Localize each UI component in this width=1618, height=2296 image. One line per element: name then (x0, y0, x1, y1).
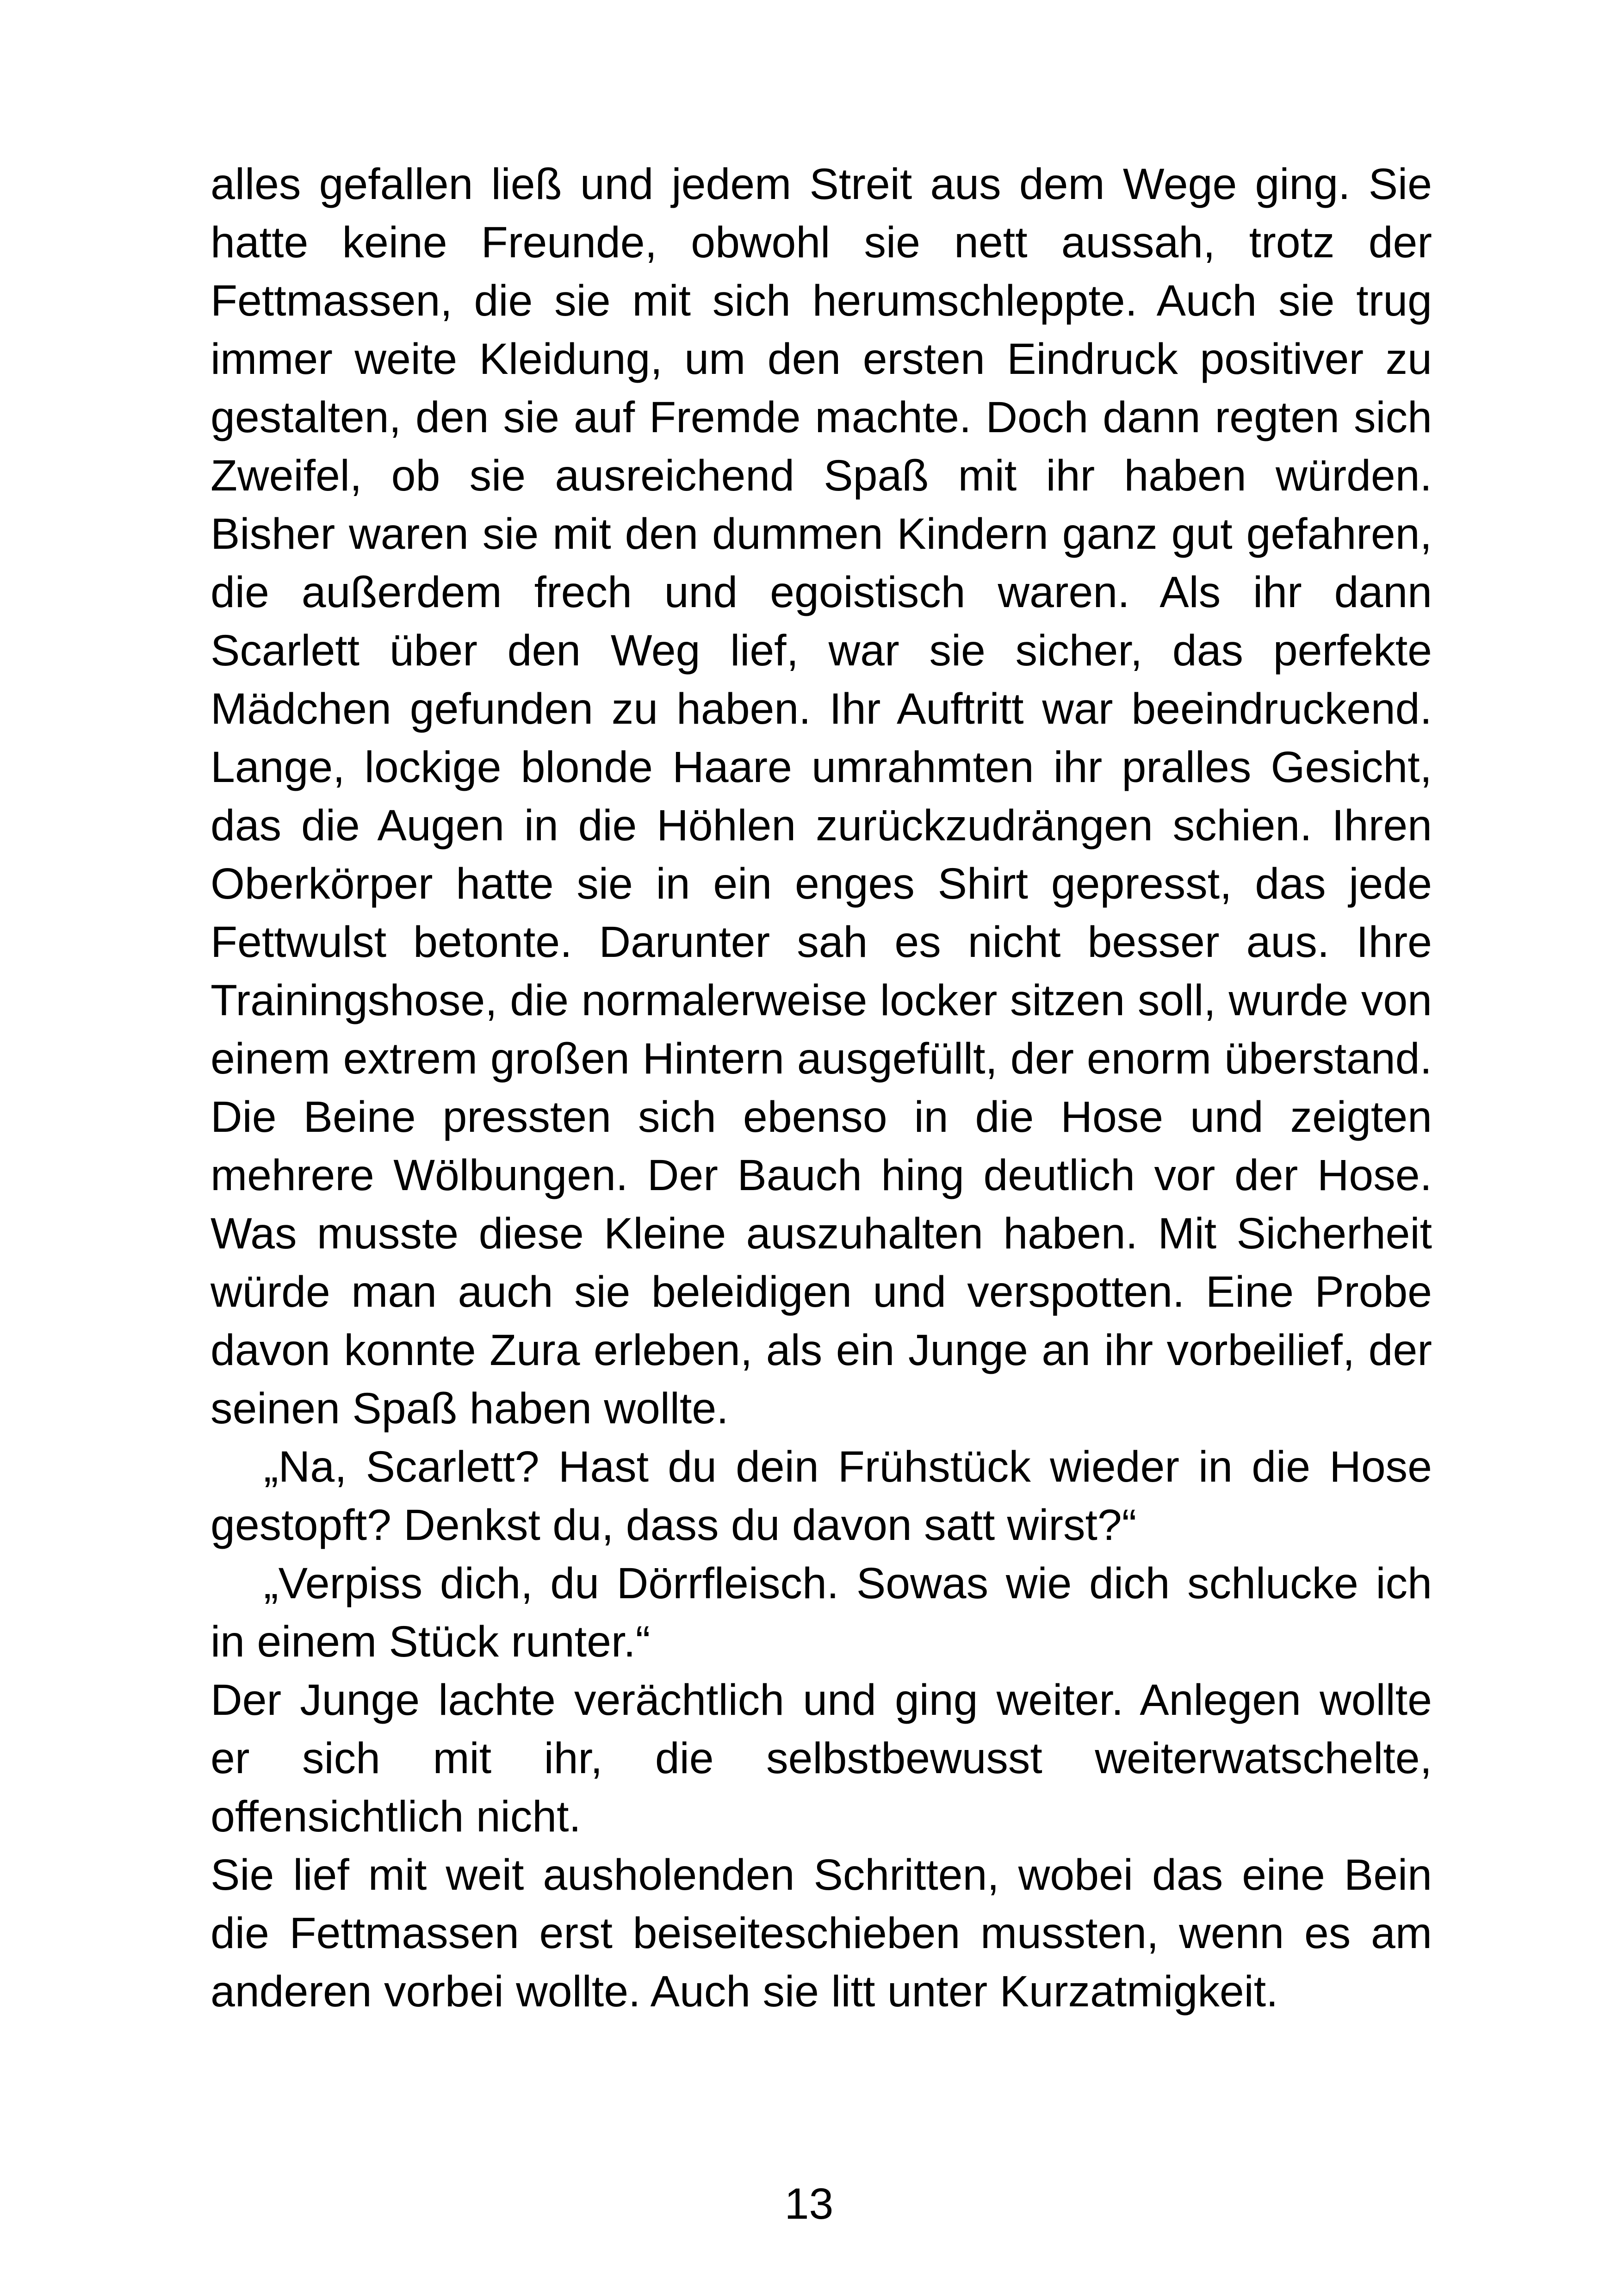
paragraph: Sie lief mit weit ausholenden Schritten, wobei das eine Bein die Fettmassen erst beiseiteschieben mussten, wenn es am anderen vorbei wollte. Auch sie litt unter Kurzatmigkeit. (211, 1850, 1432, 2016)
paragraph: alles gefallen ließ und jedem Streit aus dem Wege ging. Sie hatte keine Freunde, obwohl sie nett aussah, trotz der Fettmassen, die sie mit sich herumschleppte. Auch sie trug immer weite Kleidung, um den ersten Eindruck positiver zu gestalten, den sie auf Fremde machte. Doch dann regten sich Zweifel, ob sie ausreichend Spaß mit ihr haben würden. Bisher waren sie mit den dummen Kindern ganz gut gefahren, die außerdem frech und egoistisch waren. Als ihr dann Scarlett über den Weg lief, war sie sicher, das perfekte Mädchen gefunden zu haben. Ihr Auftritt war beeindruckend. Lange, lockige blonde Haare umrahmten ihr pralles Gesicht, das die Augen in die Höhlen zurückzudrängen schien. Ihren Oberkörper hatte sie in ein enges Shirt gepresst, das jede Fettwulst betonte. Darunter sah es nicht besser aus. Ihre Trainingshose, die normalerweise locker sitzen soll, wurde von einem extrem großen Hintern ausgefüllt, der enorm überstand. Die Beine pressten sich ebenso in die Hose und zeigten mehrere Wölbungen. Der Bauch hing deutlich vor der Hose. Was musste diese Kleine auszuhalten haben. Mit Sicherheit würde man auch sie beleidigen und verspotten. Eine Probe davon konnte Zura erleben, als ein Junge an ihr vorbeilief, der seinen Spaß haben wollte. (211, 160, 1432, 1433)
dialogue-paragraph: „Verpiss dich, du Dörrfleisch. Sowas wie dich schlucke ich in einem Stück runter.“ (211, 1559, 1432, 1666)
body-text (211, 155, 1432, 2021)
paragraph: Der Junge lachte verächtlich und ging weiter. Anlegen wollte er sich mit ihr, die selbstbewusst weiterwatschelte, offensichtlich nicht. (211, 1675, 1432, 1841)
page-number: 13 (784, 2179, 834, 2228)
dialogue-paragraph: „Na, Scarlett? Hast du dein Frühstück wieder in die Hose gestopft? Denkst du, dass du davon satt wirst?“ (211, 1442, 1432, 1550)
